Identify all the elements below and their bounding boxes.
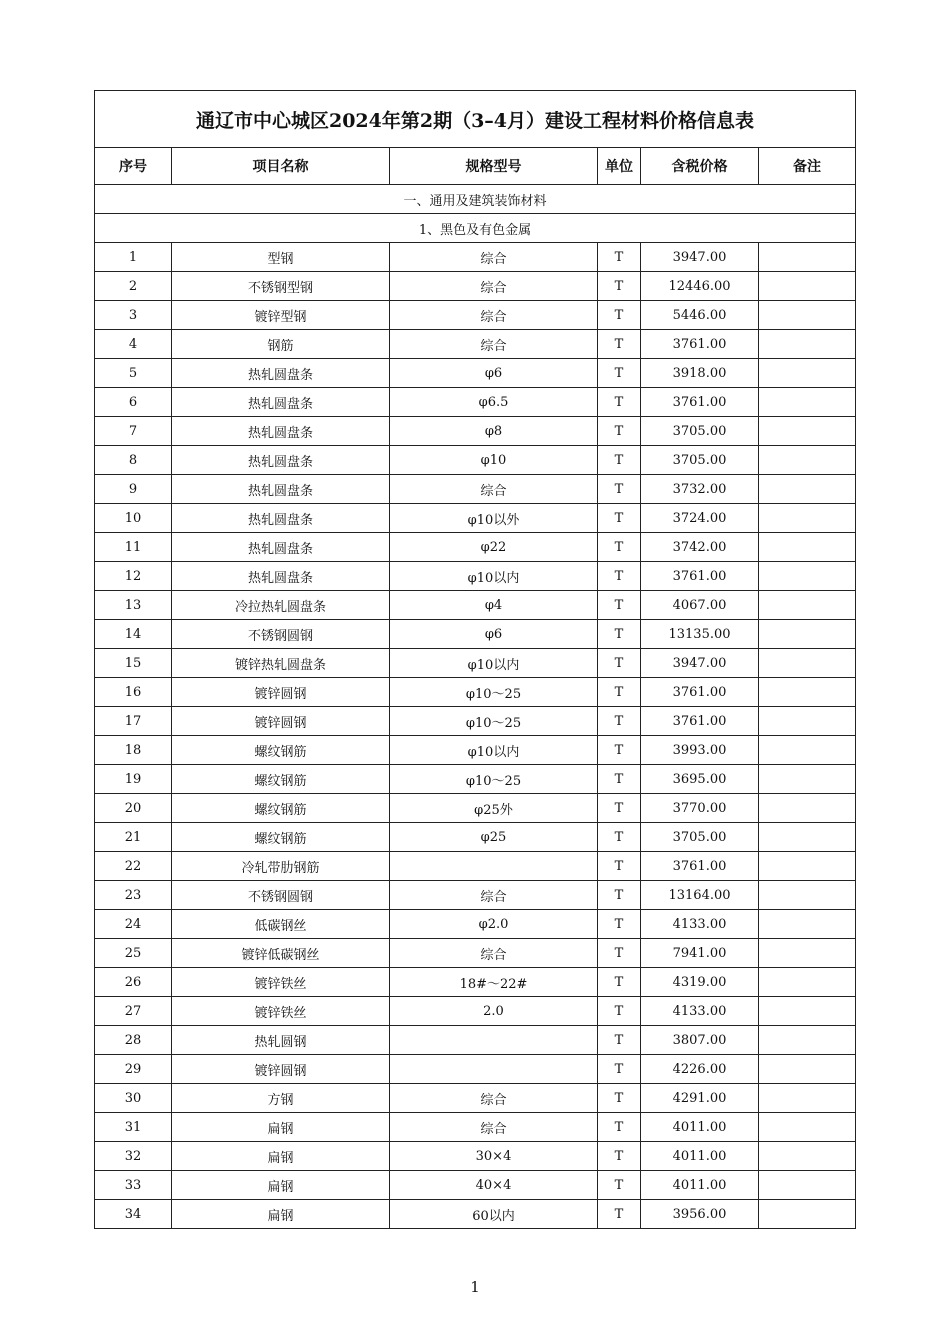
table-row <box>95 562 856 591</box>
header-spec: 规格型号 <box>390 148 598 185</box>
cell-unit: T <box>598 620 641 649</box>
cell-index: 1 <box>95 243 172 272</box>
cell-remark <box>759 1055 856 1084</box>
cell-index: 7 <box>95 417 172 446</box>
cell-unit: T <box>598 707 641 736</box>
cell-item-name: 镀锌圆钢 <box>172 1055 390 1084</box>
table-row <box>95 330 856 359</box>
cell-item-name: 热轧圆盘条 <box>172 533 390 562</box>
table-row <box>95 1055 856 1084</box>
cell-unit: T <box>598 678 641 707</box>
cell-index: 22 <box>95 852 172 881</box>
cell-price: 4011.00 <box>641 1142 759 1171</box>
table-row <box>95 736 856 765</box>
cell-spec: 60以内 <box>390 1200 598 1229</box>
cell-price: 3947.00 <box>641 243 759 272</box>
cell-item-name: 热轧圆盘条 <box>172 388 390 417</box>
cell-index: 10 <box>95 504 172 533</box>
cell-item-name: 镀锌热轧圆盘条 <box>172 649 390 678</box>
cell-remark <box>759 417 856 446</box>
cell-unit: T <box>598 1200 641 1229</box>
cell-price: 3761.00 <box>641 562 759 591</box>
cell-price: 4133.00 <box>641 910 759 939</box>
cell-item-name: 扁钢 <box>172 1171 390 1200</box>
cell-remark <box>759 707 856 736</box>
cell-spec <box>390 852 598 881</box>
cell-item-name: 不锈钢圆钢 <box>172 881 390 910</box>
table-row <box>95 1026 856 1055</box>
subcategory-heading: 1、黑色及有色金属 <box>95 214 856 243</box>
cell-price: 3761.00 <box>641 707 759 736</box>
cell-remark <box>759 1171 856 1200</box>
cell-remark <box>759 388 856 417</box>
cell-unit: T <box>598 794 641 823</box>
cell-item-name: 冷拉热轧圆盘条 <box>172 591 390 620</box>
table-row <box>95 823 856 852</box>
cell-remark <box>759 1200 856 1229</box>
table-title: 通辽市中心城区2024年第2期（3–4月）建设工程材料价格信息表 <box>95 91 856 148</box>
cell-item-name: 镀锌型钢 <box>172 301 390 330</box>
cell-remark <box>759 736 856 765</box>
cell-price: 4319.00 <box>641 968 759 997</box>
cell-price: 13164.00 <box>641 881 759 910</box>
table-row <box>95 388 856 417</box>
cell-price: 3956.00 <box>641 1200 759 1229</box>
cell-index: 25 <box>95 939 172 968</box>
cell-unit: T <box>598 939 641 968</box>
cell-index: 33 <box>95 1171 172 1200</box>
cell-price: 3761.00 <box>641 678 759 707</box>
table-row <box>95 417 856 446</box>
cell-spec: 30×4 <box>390 1142 598 1171</box>
table-row <box>95 1171 856 1200</box>
table-row <box>95 910 856 939</box>
cell-index: 16 <box>95 678 172 707</box>
cell-item-name: 螺纹钢筋 <box>172 765 390 794</box>
cell-remark <box>759 475 856 504</box>
table-row <box>95 359 856 388</box>
cell-price: 5446.00 <box>641 301 759 330</box>
table-row <box>95 1142 856 1171</box>
cell-item-name: 冷轧带肋钢筋 <box>172 852 390 881</box>
cell-spec: 综合 <box>390 939 598 968</box>
cell-spec: φ4 <box>390 591 598 620</box>
cell-price: 3947.00 <box>641 649 759 678</box>
cell-item-name: 热轧圆盘条 <box>172 359 390 388</box>
cell-unit: T <box>598 533 641 562</box>
cell-index: 34 <box>95 1200 172 1229</box>
cell-spec: φ10以外 <box>390 504 598 533</box>
cell-unit: T <box>598 1171 641 1200</box>
table-row <box>95 765 856 794</box>
table-row <box>95 475 856 504</box>
cell-remark <box>759 591 856 620</box>
cell-index: 14 <box>95 620 172 649</box>
header-remark: 备注 <box>759 148 856 185</box>
cell-spec: 综合 <box>390 301 598 330</box>
cell-item-name: 热轧圆盘条 <box>172 446 390 475</box>
cell-index: 23 <box>95 881 172 910</box>
cell-unit: T <box>598 359 641 388</box>
cell-index: 11 <box>95 533 172 562</box>
cell-unit: T <box>598 881 641 910</box>
cell-spec: 2.0 <box>390 997 598 1026</box>
cell-unit: T <box>598 243 641 272</box>
cell-price: 4067.00 <box>641 591 759 620</box>
cell-index: 13 <box>95 591 172 620</box>
cell-spec: 综合 <box>390 881 598 910</box>
cell-price: 3705.00 <box>641 823 759 852</box>
table-row <box>95 620 856 649</box>
cell-remark <box>759 765 856 794</box>
cell-unit: T <box>598 475 641 504</box>
cell-unit: T <box>598 1055 641 1084</box>
cell-remark <box>759 997 856 1026</box>
cell-index: 20 <box>95 794 172 823</box>
cell-item-name: 螺纹钢筋 <box>172 794 390 823</box>
cell-item-name: 热轧圆盘条 <box>172 504 390 533</box>
cell-unit: T <box>598 562 641 591</box>
cell-price: 3761.00 <box>641 852 759 881</box>
cell-unit: T <box>598 388 641 417</box>
header-row <box>95 148 856 185</box>
cell-unit: T <box>598 852 641 881</box>
cell-unit: T <box>598 910 641 939</box>
cell-remark <box>759 794 856 823</box>
cell-remark <box>759 301 856 330</box>
cell-item-name: 镀锌圆钢 <box>172 678 390 707</box>
cell-spec: φ25外 <box>390 794 598 823</box>
cell-index: 5 <box>95 359 172 388</box>
cell-price: 3742.00 <box>641 533 759 562</box>
cell-remark <box>759 330 856 359</box>
cell-spec: φ22 <box>390 533 598 562</box>
cell-remark <box>759 446 856 475</box>
cell-item-name: 型钢 <box>172 243 390 272</box>
cell-index: 15 <box>95 649 172 678</box>
cell-price: 4133.00 <box>641 997 759 1026</box>
cell-remark <box>759 1084 856 1113</box>
cell-spec: φ2.0 <box>390 910 598 939</box>
cell-index: 17 <box>95 707 172 736</box>
table-row <box>95 968 856 997</box>
cell-price: 4011.00 <box>641 1113 759 1142</box>
table-row <box>95 591 856 620</box>
cell-unit: T <box>598 1026 641 1055</box>
cell-index: 27 <box>95 997 172 1026</box>
cell-index: 4 <box>95 330 172 359</box>
table-row <box>95 301 856 330</box>
header-index: 序号 <box>95 148 172 185</box>
cell-item-name: 螺纹钢筋 <box>172 736 390 765</box>
cell-spec: φ10～25 <box>390 707 598 736</box>
cell-spec: φ10～25 <box>390 765 598 794</box>
table-row <box>95 1084 856 1113</box>
cell-remark <box>759 359 856 388</box>
header-price: 含税价格 <box>641 148 759 185</box>
cell-price: 3724.00 <box>641 504 759 533</box>
cell-index: 26 <box>95 968 172 997</box>
cell-unit: T <box>598 272 641 301</box>
cell-index: 9 <box>95 475 172 504</box>
cell-item-name: 扁钢 <box>172 1200 390 1229</box>
cell-index: 12 <box>95 562 172 591</box>
cell-unit: T <box>598 301 641 330</box>
cell-spec <box>390 1055 598 1084</box>
cell-item-name: 镀锌圆钢 <box>172 707 390 736</box>
cell-price: 3732.00 <box>641 475 759 504</box>
cell-spec: 综合 <box>390 243 598 272</box>
cell-index: 3 <box>95 301 172 330</box>
cell-remark <box>759 504 856 533</box>
cell-index: 21 <box>95 823 172 852</box>
cell-item-name: 热轧圆盘条 <box>172 417 390 446</box>
cell-index: 2 <box>95 272 172 301</box>
cell-price: 4291.00 <box>641 1084 759 1113</box>
cell-item-name: 低碳钢丝 <box>172 910 390 939</box>
cell-index: 30 <box>95 1084 172 1113</box>
cell-spec: 综合 <box>390 330 598 359</box>
cell-spec: φ10以内 <box>390 562 598 591</box>
cell-index: 19 <box>95 765 172 794</box>
table-row <box>95 243 856 272</box>
cell-item-name: 镀锌铁丝 <box>172 968 390 997</box>
cell-unit: T <box>598 1084 641 1113</box>
table-row <box>95 794 856 823</box>
cell-remark <box>759 939 856 968</box>
table-row <box>95 504 856 533</box>
cell-price: 3993.00 <box>641 736 759 765</box>
cell-spec: φ10以内 <box>390 736 598 765</box>
cell-price: 4226.00 <box>641 1055 759 1084</box>
cell-price: 3761.00 <box>641 388 759 417</box>
cell-unit: T <box>598 591 641 620</box>
cell-index: 32 <box>95 1142 172 1171</box>
cell-unit: T <box>598 1113 641 1142</box>
cell-spec: φ10以内 <box>390 649 598 678</box>
page-number: 1 <box>470 1278 480 1296</box>
cell-unit: T <box>598 997 641 1026</box>
cell-item-name: 热轧圆钢 <box>172 1026 390 1055</box>
cell-remark <box>759 1113 856 1142</box>
table-row <box>95 939 856 968</box>
cell-item-name: 扁钢 <box>172 1142 390 1171</box>
cell-spec <box>390 1026 598 1055</box>
cell-item-name: 镀锌铁丝 <box>172 997 390 1026</box>
cell-price: 3918.00 <box>641 359 759 388</box>
table-row <box>95 881 856 910</box>
cell-spec: φ6.5 <box>390 388 598 417</box>
cell-index: 31 <box>95 1113 172 1142</box>
cell-remark <box>759 881 856 910</box>
table-row <box>95 852 856 881</box>
cell-item-name: 钢筋 <box>172 330 390 359</box>
cell-remark <box>759 1026 856 1055</box>
cell-item-name: 扁钢 <box>172 1113 390 1142</box>
table-row <box>95 678 856 707</box>
cell-item-name: 热轧圆盘条 <box>172 562 390 591</box>
cell-spec: φ10 <box>390 446 598 475</box>
cell-price: 3705.00 <box>641 446 759 475</box>
cell-index: 6 <box>95 388 172 417</box>
cell-item-name: 不锈钢型钢 <box>172 272 390 301</box>
cell-index: 24 <box>95 910 172 939</box>
cell-unit: T <box>598 649 641 678</box>
cell-spec: φ6 <box>390 620 598 649</box>
cell-remark <box>759 272 856 301</box>
cell-remark <box>759 562 856 591</box>
cell-spec: φ10～25 <box>390 678 598 707</box>
cell-spec: 综合 <box>390 272 598 301</box>
cell-remark <box>759 968 856 997</box>
header-unit: 单位 <box>598 148 641 185</box>
table-row <box>95 1200 856 1229</box>
cell-unit: T <box>598 765 641 794</box>
cell-unit: T <box>598 968 641 997</box>
cell-spec: 综合 <box>390 1084 598 1113</box>
cell-item-name: 热轧圆盘条 <box>172 475 390 504</box>
cell-index: 29 <box>95 1055 172 1084</box>
table-row <box>95 446 856 475</box>
cell-price: 4011.00 <box>641 1171 759 1200</box>
table-row <box>95 649 856 678</box>
cell-unit: T <box>598 504 641 533</box>
table-row <box>95 533 856 562</box>
cell-index: 18 <box>95 736 172 765</box>
cell-price: 3770.00 <box>641 794 759 823</box>
cell-price: 13135.00 <box>641 620 759 649</box>
cell-price: 3761.00 <box>641 330 759 359</box>
table-row <box>95 1113 856 1142</box>
cell-item-name: 螺纹钢筋 <box>172 823 390 852</box>
cell-index: 28 <box>95 1026 172 1055</box>
cell-remark <box>759 823 856 852</box>
cell-remark <box>759 852 856 881</box>
cell-spec: 18#～22# <box>390 968 598 997</box>
cell-item-name: 镀锌低碳钢丝 <box>172 939 390 968</box>
cell-item-name: 方钢 <box>172 1084 390 1113</box>
cell-spec: φ6 <box>390 359 598 388</box>
cell-unit: T <box>598 446 641 475</box>
cell-unit: T <box>598 1142 641 1171</box>
cell-price: 3695.00 <box>641 765 759 794</box>
cell-remark <box>759 620 856 649</box>
cell-remark <box>759 678 856 707</box>
header-item-name: 项目名称 <box>172 148 390 185</box>
cell-spec: 综合 <box>390 475 598 504</box>
price-table <box>94 90 856 1229</box>
table-row <box>95 997 856 1026</box>
cell-remark <box>759 910 856 939</box>
table-row <box>95 707 856 736</box>
category-heading: 一、通用及建筑装饰材料 <box>95 185 856 214</box>
cell-unit: T <box>598 823 641 852</box>
cell-remark <box>759 533 856 562</box>
cell-spec: φ8 <box>390 417 598 446</box>
cell-spec: 综合 <box>390 1113 598 1142</box>
cell-index: 8 <box>95 446 172 475</box>
cell-item-name: 不锈钢圆钢 <box>172 620 390 649</box>
cell-spec: φ25 <box>390 823 598 852</box>
cell-unit: T <box>598 736 641 765</box>
cell-remark <box>759 1142 856 1171</box>
table-row <box>95 272 856 301</box>
cell-remark <box>759 649 856 678</box>
cell-price: 3705.00 <box>641 417 759 446</box>
cell-price: 3807.00 <box>641 1026 759 1055</box>
cell-unit: T <box>598 417 641 446</box>
cell-price: 7941.00 <box>641 939 759 968</box>
cell-spec: 40×4 <box>390 1171 598 1200</box>
cell-price: 12446.00 <box>641 272 759 301</box>
cell-unit: T <box>598 330 641 359</box>
cell-remark <box>759 243 856 272</box>
